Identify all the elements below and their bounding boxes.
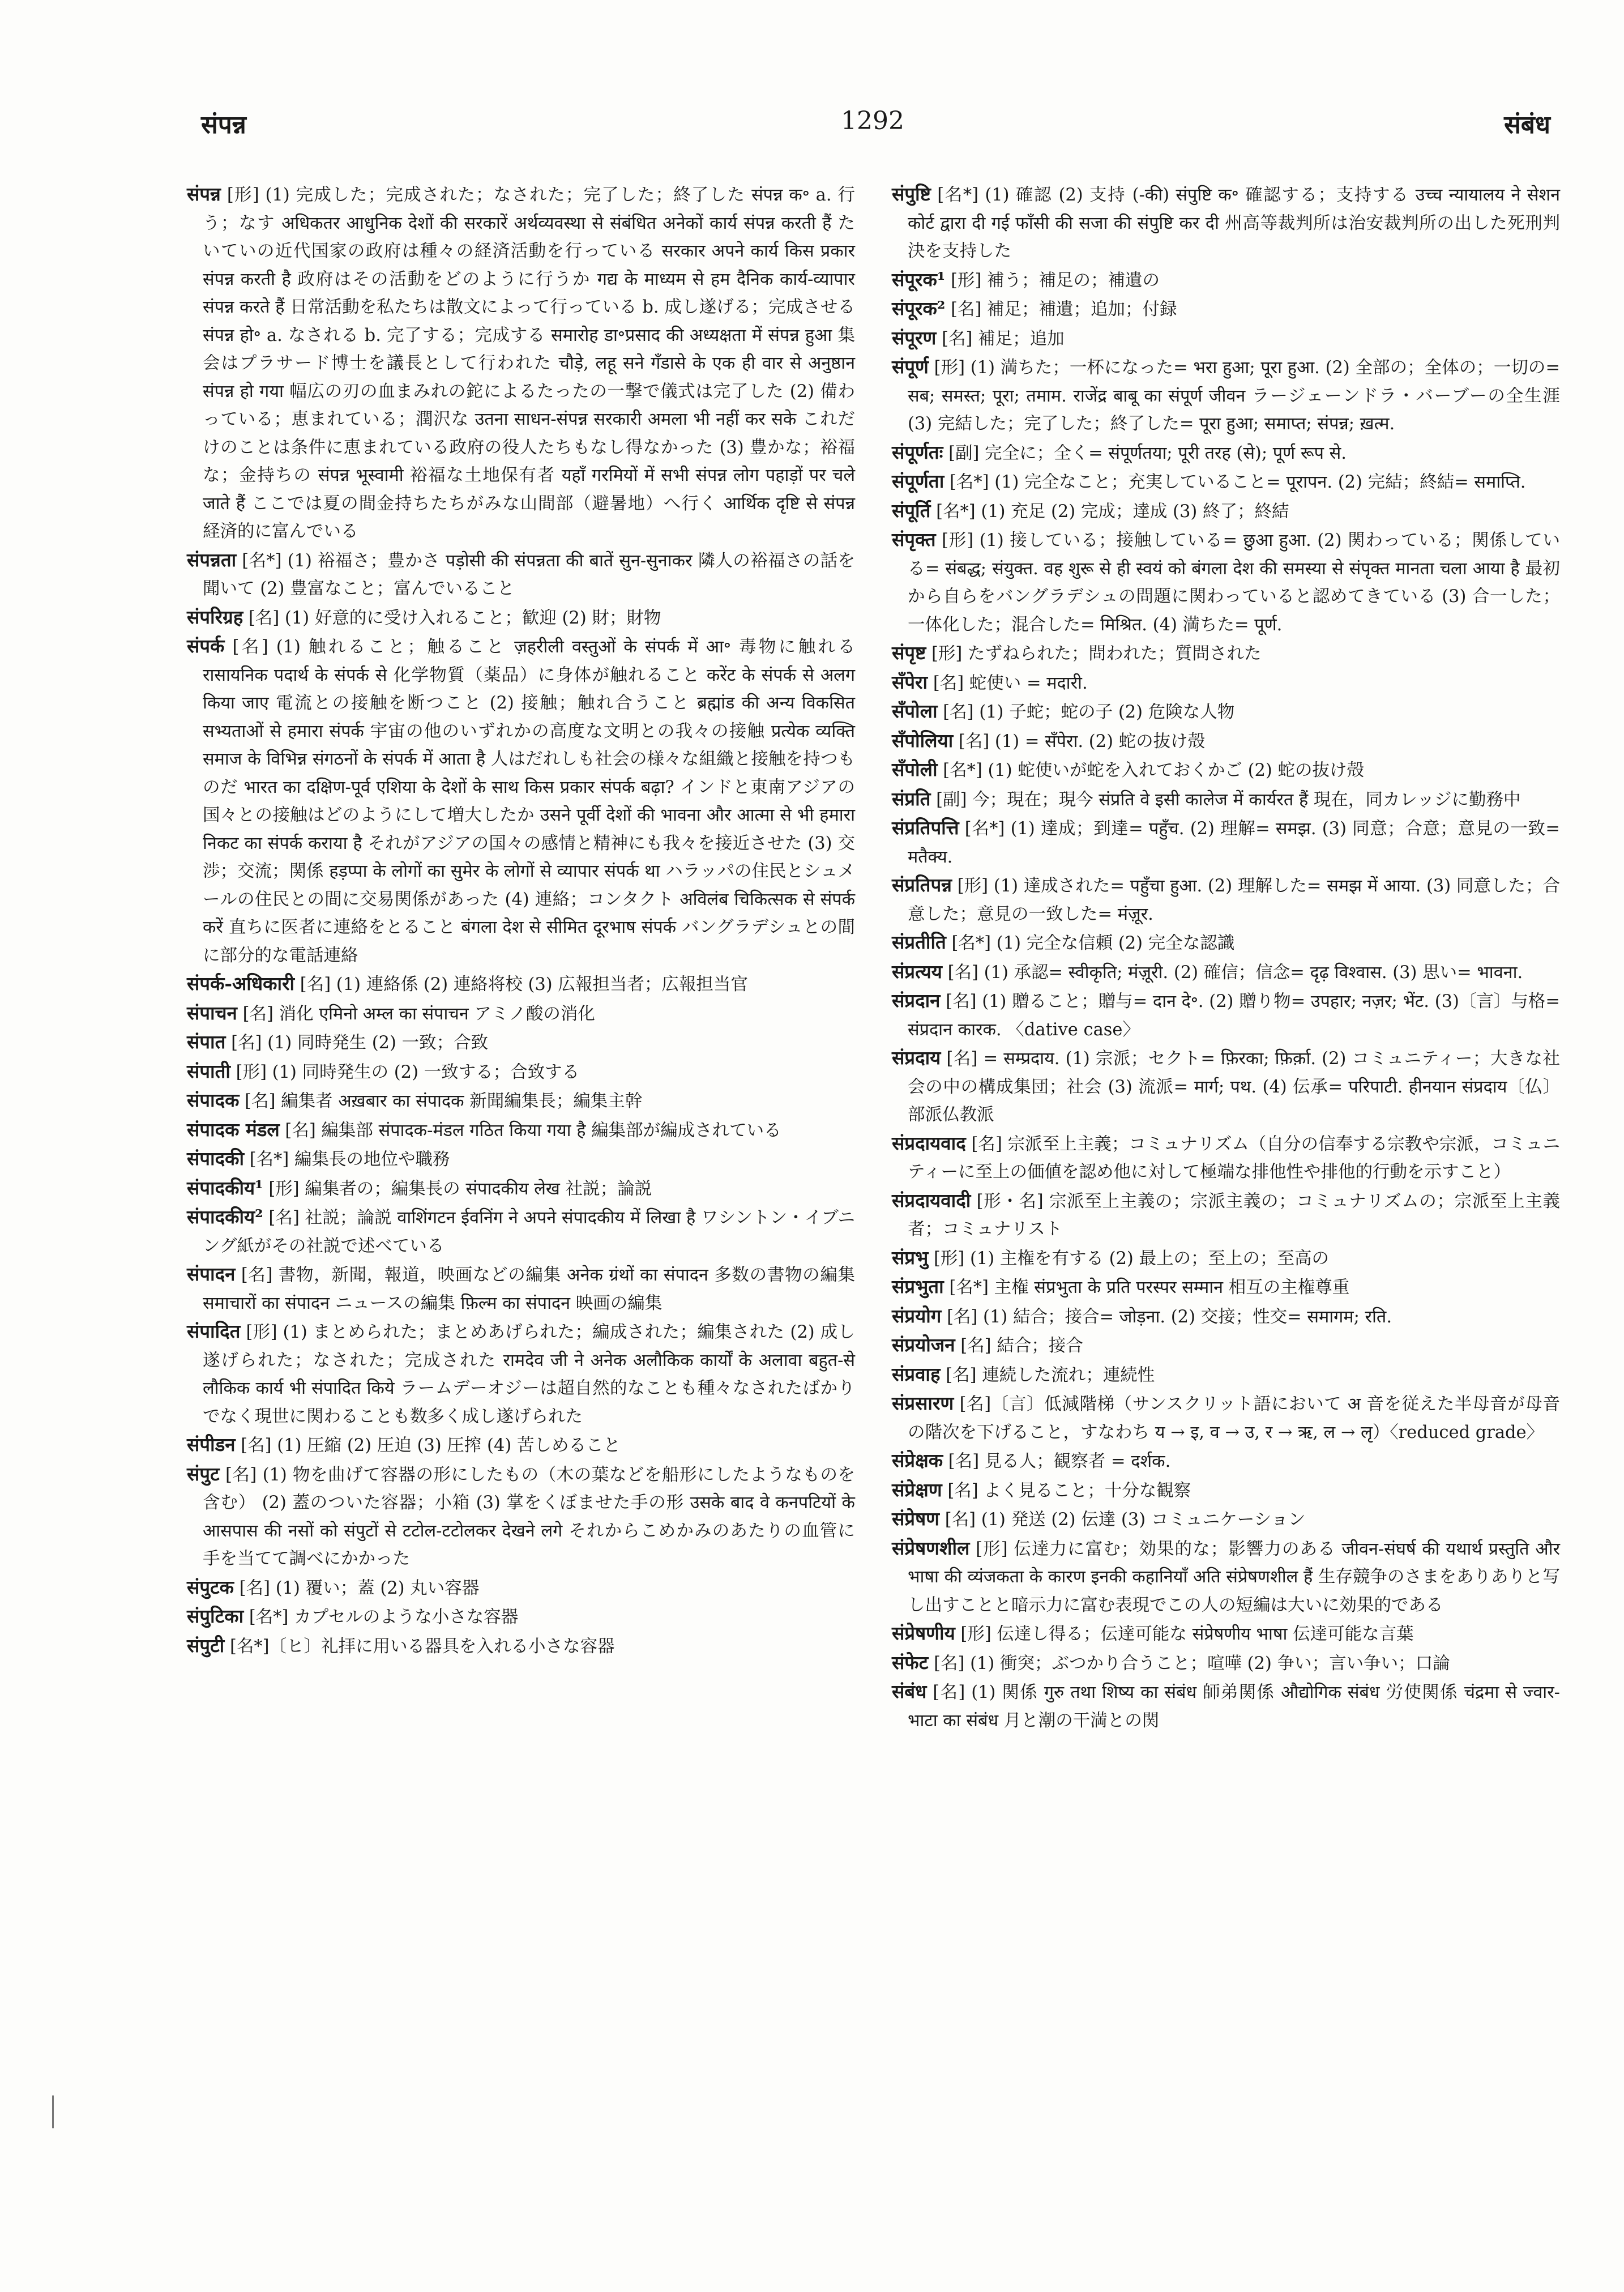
dictionary-entry <box>892 697 1560 727</box>
page-number: 1292 <box>841 106 904 135</box>
entry-headword: संपाती <box>187 1060 230 1082</box>
entry-headword: सँपोली <box>892 758 938 780</box>
dictionary-entry <box>892 1244 1560 1273</box>
dictionary-entry <box>892 1302 1560 1331</box>
dictionary-entry <box>892 1505 1560 1534</box>
entry-headword: संप्रतीति <box>892 931 946 953</box>
entry-definition: [形] (1) まとめられた；まとめあげられた；編成された；編集された (2) 成し遂げられた；なされた；完成された रामदेव जी ने अनेक अलौकिक कार्यों के अलावा बहुत-से लौकिक कार्य भी संपादित किये ラームデーオジーは超自然的なことも種々なされたばかりでなく現世に関わることも数多く成し遂げられた <box>203 1322 856 1427</box>
entry-headword: संपृष्ट <box>892 642 926 664</box>
dictionary-entry <box>892 814 1560 871</box>
entry-headword: संप्रसारण <box>892 1392 954 1414</box>
entry-headword: संपूर्ण <box>892 356 929 378</box>
entry-definition: [名] (1) 覆い；蓋 (2) 丸い容器 <box>239 1578 480 1598</box>
entry-headword: संप्रभु <box>892 1246 929 1269</box>
entry-headword: संपुटिका <box>187 1605 244 1627</box>
header-right-guide-word: संबंध <box>1504 110 1550 139</box>
page-header <box>0 106 1624 152</box>
dictionary-entry <box>187 1203 855 1260</box>
dictionary-entry <box>187 603 855 633</box>
entry-definition: [名*] (1) 確認 (2) 支持 (-की) संपुष्टि क॰ 確認する；支持する उच्च न्यायालय ने सेशन कोर्ट द्वारा दी गई फाँसी की सजा की संपुष्टि कर दी 州高等裁判所は治安裁判所の出した死刑判決を支持した <box>908 185 1560 261</box>
dictionary-entry <box>187 632 855 970</box>
dictionary-entry <box>892 497 1560 526</box>
entry-definition: [形] (1) 主権を有する (2) 最上の；至上の；至高の <box>934 1248 1329 1269</box>
entry-headword: संपूर्णतः <box>892 441 943 463</box>
dictionary-entry <box>187 546 855 603</box>
entry-definition: [名] 編集部 संपादक-मंडल गठित किया गया है 編集部が編成されている <box>285 1120 781 1141</box>
left-column <box>187 180 855 1661</box>
entry-headword: संप्रयोजन <box>892 1334 955 1356</box>
dictionary-entry <box>187 1317 855 1431</box>
entry-headword: संप्रेषण <box>892 1508 940 1530</box>
entry-definition: [名] (1) 物を曲げて容器の形にしたもの（木の葉などを船形にしたようなものを含む） (2) 蓋のついた容器；小箱 (3) 掌をくぼませた手の形 उसके बाद वे कनपटियों के आसपास की नसों को संपुटों से टटोल-टटोलकर देखने लगे それからこめかみのあたりの血管に手を当てて調べにかかった <box>203 1465 855 1569</box>
entry-headword: संपूर्ति <box>892 499 931 522</box>
entry-definition: [名] (1) 連絡係 (2) 連絡将校 (3) 広報担当者；広報担当官 <box>300 975 748 995</box>
entry-definition: [名] (1) 発送 (2) 伝達 (3) コミュニケーション <box>945 1510 1306 1530</box>
entry-headword: संप्रतिपत्ति <box>892 817 959 839</box>
entry-definition: [名*]〔ヒ〕礼拝に用いる器具を入れる小さな容器 <box>229 1636 615 1657</box>
dictionary-entry <box>187 180 855 546</box>
entry-headword: सँपोलिया <box>892 729 954 752</box>
entry-definition: [名] (1) 圧縮 (2) 圧迫 (3) 圧搾 (4) 苦しめること <box>241 1436 621 1456</box>
entry-definition: [名*] (1) 達成；到達= पहुँच. (2) 理解= समझ. (3) 同意；合意；意見の一致= मतैक्य. <box>908 819 1560 867</box>
dictionary-entry <box>892 438 1560 468</box>
entry-definition: [名] (1) 同時発生 (2) 一致；合致 <box>231 1033 489 1053</box>
entry-definition: [名*] (1) 完全な信頼 (2) 完全な認識 <box>951 933 1235 953</box>
entry-definition: [名] 消化 एमिनो अम्ल का संपाचन アミノ酸の消化 <box>242 1004 595 1024</box>
entry-headword: संपादन <box>187 1263 236 1285</box>
entry-definition: [副] 完全に；全く= संपूर्णतया; पूरी तरह (से); पूर्ण रूप से. <box>948 443 1347 463</box>
dictionary-entry <box>187 970 855 999</box>
entry-definition: [名*] (1) 裕福さ；豊かさ पड़ोसी की संपन्नता की बातें सुन-सुनाकर 隣人の裕福さの話を聞いて (2) 豊富なこと；富んでいること <box>203 550 855 599</box>
entry-headword: संपर्क-अधिकारी <box>187 972 295 995</box>
entry-headword: संप्रेषणशील <box>892 1536 970 1559</box>
dictionary-entry <box>187 1116 855 1145</box>
entry-definition: [名] (1) 結合；接合= जोड़ना. (2) 交接；性交= समागम; रति. <box>947 1307 1392 1327</box>
entry-headword: संपादकी <box>187 1147 245 1170</box>
dictionary-entry <box>892 1619 1560 1649</box>
dictionary-entry <box>892 1129 1560 1186</box>
dictionary-entry <box>892 526 1560 639</box>
entry-headword: संपुष्टि <box>892 183 931 205</box>
dictionary-entry <box>892 353 1560 438</box>
dictionary-entry <box>187 1145 855 1174</box>
entry-headword: संपाचन <box>187 1001 237 1024</box>
entry-definition: [名] 社説；論説 वाशिंगटन ईवनिंग ने अपने संपादकीय में लिखा है ワシントン・イブニング紙がその社説で述べている <box>203 1208 855 1256</box>
entry-headword: संपृक्त <box>892 528 936 550</box>
dictionary-entry <box>892 1446 1560 1476</box>
entry-definition: [形] たずねられた；問われた；質問された <box>931 644 1262 664</box>
entry-definition: [名*] 編集長の地位や職務 <box>249 1150 450 1170</box>
dictionary-entry <box>187 1632 855 1661</box>
dictionary-entry <box>892 1044 1560 1129</box>
entry-definition: [名] (1) 好意的に受け入れること；歓迎 (2) 財；財物 <box>248 608 661 628</box>
dictionary-entry <box>892 727 1560 756</box>
entry-definition: [形] (1) 同時発生の (2) 一致する；合致する <box>236 1062 580 1082</box>
entry-definition: [形] 伝達し得る；伝達可能な संप्रेषणीय भाषा 伝達可能な言葉 <box>960 1624 1414 1644</box>
dictionary-entry <box>892 1649 1560 1678</box>
entry-definition: [名] 書物，新聞，報道，映画などの編集 अनेक ग्रंथों का संपादन 多数の書物の編集 समाचारों का संपादन ニュースの編集 फ़िल्म का संपादन 映画の編集 <box>203 1265 856 1313</box>
dictionary-entry <box>892 639 1560 668</box>
dictionary-entry <box>892 871 1560 928</box>
entry-definition: [名] = सम्प्रदाय. (1) 宗派；セクト= फ़िरका; फ़िर्क़ा. (2) コミュニティー；大きな社会の中の構成集団；社会 (3) 流派= मार्ग; पथ. (4) 伝承= परिपाटी. हीनयान संप्रदाय〔仏〕部派仏教派 <box>908 1049 1560 1125</box>
entry-headword: संप्रदाय <box>892 1047 941 1069</box>
entry-headword: संपादित <box>187 1320 241 1342</box>
entry-definition: [名] 補足；追加 <box>942 328 1065 349</box>
dictionary-entry <box>892 1534 1560 1620</box>
dictionary-entry <box>187 1460 855 1573</box>
entry-headword: संपादकीय¹ <box>187 1176 263 1199</box>
entry-headword: संपादक मंडल <box>187 1118 280 1141</box>
entry-definition: [名] (1) 贈ること；贈与= दान दे॰. (2) 贈り物= उपहार; नज़र; भेंट. (3)〔言〕与格= संप्रदान कारक. 〈dative case〉 <box>908 992 1560 1040</box>
entry-definition: [形] (1) 完成した；完成された；なされた；完了した；終了した संपन्न क॰ a. 行う；なす अधिकतर आधुनिक देशों की सरकारें अर्थव्यवस्था से संबंधित अनेकों कार्य संपन्न करती हैं たいていの近代国家の政府は種々の経済活動を行っている सरकार अपने कार्य किस प्रकार संपन्न करती है 政府はその活動をどのように行うか गद्य के माध्यम से हम दैनिक कार्य-व्यापार संपन्न करते हैं 日常活動を私たちは散文によって行っている b. 成し遂げる；完成させる संपन्न हो॰ a. なされる b. 完了する；完成する समारोह डा॰प्रसाद की अध्यक्षता में संपन्न हुआ 集会はプラサード博士を議長として行われた चौड़े, लहू सने गँडासे के एक ही वार से अनुष्ठान संपन्न हो गया 幅広の刃の血まみれの鉈によるたったの一撃で儀式は完了した (2) 備わっている；恵まれている；潤沢な उतना साधन-संपन्न सरकारी अमला भी नहीं कर सके これだけのことは条件に恵まれている政府の役人たちもなし得なかった (3) 豊かな；裕福な；金持ちの संपन्न भूस्वामी 裕福な土地保有者 यहाँ गरमियों में सभी संपन्न लोग पहाड़ों पर चले जाते हैं ここでは夏の間金持ちたちがみな山間部（避暑地）へ行く आर्थिक दृष्टि से संपन्न 経済的に富んでいる <box>203 185 855 541</box>
dictionary-entry <box>892 785 1560 814</box>
right-column <box>892 180 1560 1735</box>
entry-definition: [形] (1) 達成された= पहुँचा हुआ. (2) 理解した= समझ में आया. (3) 同意した；合意した；意見の一致した= मंज़ूर. <box>908 876 1561 924</box>
entry-definition: [形] (1) 満ちた；一杯になった= भरा हुआ; पूरा हुआ. (2) 全部の；全体の；一切の= सब; समस्त; पूरा; तमाम. राजेंद्र बाबू का संपूर्ण जीवन ラージェーンドラ・バーブーの全生涯 (3) 完結した；完了した；終了した= पूरा हुआ; समाप्त; संपन्न; ख़त्म. <box>908 358 1561 434</box>
entry-definition: [名] (1) 関係 गुरु तथा शिष्य का संबंध 師弟関係 औद्योगिक संबंध 労使関係 चंद्रमा से ज्वार-भाटा का संबंध 月と潮の干満との関 <box>908 1683 1560 1731</box>
entry-definition: [名] よく見ること；十分な観察 <box>947 1480 1191 1501</box>
dictionary-entry <box>892 1476 1560 1505</box>
dictionary-entry <box>187 999 855 1028</box>
dictionary-entry <box>187 1573 855 1603</box>
entry-definition: [名] 補足；補遺；追加；付録 <box>951 300 1177 319</box>
dictionary-entry <box>892 294 1560 324</box>
entry-headword: संप्रति <box>892 787 931 810</box>
entry-headword: संपुटक <box>187 1576 234 1598</box>
entry-headword: संपर्क <box>187 635 225 657</box>
entry-definition: [名*] 主権 संप्रभुता के प्रति परस्पर सम्मान 相互の主権尊重 <box>949 1278 1350 1297</box>
dictionary-entry <box>187 1057 855 1087</box>
entry-definition: [名*] カプセルのような小さな容器 <box>249 1607 519 1627</box>
entry-definition: [名]〔言〕低減階梯（サンスクリット語において अ 音を従えた半母音が母音の階次を下げること，すなわち य → इ, व → उ, र → ऋ, ल → लृ）〈reduced grade〉 <box>908 1394 1560 1442</box>
dictionary-entry <box>892 180 1560 266</box>
entry-headword: संप्रेक्षण <box>892 1478 942 1501</box>
entry-definition: [形] (1) 接している；接触している= छुआ हुआ. (2) 関わっている；関係している= संबद्ध; संयुक्त. वह शुरू से ही स्वयं को बंगला देश की समस्या से संपृक्त मानता चला आया है 最初から自らをバングラデシュの問題に関わっていると認めてきている (3) 合一した；一体化した；混合した= मिश्रित. (4) 満ちた= पूर्ण. <box>908 531 1560 635</box>
entry-definition: [副] 今；現在；現今 संप्रति वे इसी कालेज में कार्यरत हैं 現在，同カレッジに勤務中 <box>936 789 1521 810</box>
entry-headword: संपादक <box>187 1089 240 1111</box>
entry-definition: [名*] (1) 充足 (2) 完成；達成 (3) 終了；終結 <box>936 501 1289 522</box>
dictionary-entry <box>892 1389 1560 1446</box>
entry-definition: [形] 編集者の；編集長の संपादकीय लेख 社説；論説 <box>268 1179 652 1199</box>
dictionary-entry <box>892 668 1560 698</box>
dictionary-entry <box>187 1086 855 1116</box>
dictionary-entry <box>892 958 1560 987</box>
entry-headword: संप्रदान <box>892 989 941 1011</box>
entry-headword: संबंध <box>892 1680 927 1702</box>
entry-definition: [名] (1) 承認= स्वीकृति; मंज़ूरी. (2) 確信；信念= दृढ़ विश्वास. (3) 思い= भावना. <box>947 962 1523 983</box>
entry-definition: [形] 補う；補足の；補遺の <box>951 270 1160 291</box>
dictionary-entry <box>892 324 1560 353</box>
dictionary-entry <box>187 1431 855 1460</box>
entry-definition: [名] 宗派至上主義；コミュナリズム（自分の信奉する宗教や宗派，コミュニティーに至上の価値を認め他に対して極端な排他性や排他的行動を示すこと） <box>908 1134 1560 1182</box>
dictionary-entry <box>892 987 1560 1044</box>
entry-definition: [名] (1) = सँपेरा. (2) 蛇の抜け殻 <box>958 731 1206 752</box>
entry-headword: संपुटी <box>187 1634 225 1657</box>
dictionary-entry <box>892 1360 1560 1390</box>
entry-headword: संप्रवाह <box>892 1363 941 1385</box>
entry-headword: संफेट <box>892 1651 929 1674</box>
entry-definition: [名] (1) 触れること；触ること ज़हरीली वस्तुओं के संपर्क में आ॰ 毒物に触れる रासायनिक पदार्थ के संपर्क से 化学物質（薬品）に身体が触れること करेंट के संपर्क से अलग किया जाए 電流との接触を断つこと (2) 接触；触れ合うこと ब्रह्मांड की अन्य विकसित सभ्यताओं से हमारा संपर्क 宇宙の他のいずれかの高度な文明との我々の接触 प्रत्येक व्यक्ति समाज के विभिन्न संगठनों के संपर्क में आता है 人はだれしも社会の様々な組織と接触を持つものだ भारत का दक्षिण-पूर्व एशिया के देशों के साथ किस प्रकार संपर्क बढ़ा? インドと東南アジアの国々との接触はどのようにして増大したか उसने पूर्वी देशों की भावना और आत्मा से भी हमारा निकट का संपर्क कराया है それがアジアの国々の感情と精神にも我々を接近させた (3) 交渉；交流；関係 हड़प्पा के लोगों का सुमेर के लोगों से व्यापार संपर्क था ハラッパの住民とシュメールの住民との間に交易関係があった (4) 連絡；コンタクト अविलंब चिकित्सक से संपर्क करें 直ちに医者に連絡をとること बंगला देश से सीमित दूरभाष संपर्क バングラデシュとの間に部分的な電話連絡 <box>203 637 856 966</box>
entry-definition: [名] 編集者 अख़बार का संपादक 新聞編集長；編集主幹 <box>245 1091 643 1111</box>
entry-headword: संपीडन <box>187 1433 236 1456</box>
entry-headword: संपुट <box>187 1462 220 1485</box>
entry-headword: संपरिग्रह <box>187 605 243 628</box>
entry-definition: [名] 見る人；観察者 = दर्शक. <box>948 1452 1171 1471</box>
entry-definition: [名] 結合；接合 <box>960 1336 1083 1356</box>
dictionary-entry <box>187 1260 855 1317</box>
dictionary-entry <box>892 467 1560 497</box>
entry-headword: संपात <box>187 1031 226 1053</box>
entry-headword: संपूरक¹ <box>892 268 946 291</box>
dictionary-entry <box>187 1602 855 1632</box>
entry-headword: संप्रेषणीय <box>892 1622 955 1644</box>
entry-headword: संप्रदायवाद <box>892 1132 966 1154</box>
entry-headword: संपूरण <box>892 326 937 349</box>
entry-headword: संप्रेक्षक <box>892 1449 943 1471</box>
entry-definition: [名] 蛇使い = मदारी. <box>933 673 1088 693</box>
header-left-guide-word: संपन्न <box>201 110 246 139</box>
dictionary-entry <box>892 1331 1560 1360</box>
entry-headword: संप्रतिपन्न <box>892 874 952 896</box>
dictionary-entry <box>892 266 1560 295</box>
dictionary-entry <box>892 928 1560 958</box>
entry-definition: [形・名] 宗派至上主義の；宗派主義の；コミュナリズムの；宗派至上主義者；コミュナリスト <box>908 1191 1560 1239</box>
dictionary-entry <box>892 756 1560 785</box>
dictionary-entry <box>187 1028 855 1057</box>
entry-definition: [名] (1) 衝突；ぶつかり合うこと；喧嘩 (2) 争い；言い争い；口論 <box>934 1653 1450 1674</box>
entry-headword: सँपेरा <box>892 671 928 693</box>
entry-definition: [形] 伝達力に富む；効果的な；影響力のある जीवन-संघर्ष की यथार्थ प्रस्तुति और भाषा की व्यंजकता के कारण इनकी कहानियाँ अति संप्रेषणशील हैं 生存競争のさまをありありと写し出すことと暗示力に富む表現でこの人の短編は大いに効果的である <box>908 1539 1561 1615</box>
entry-headword: संप्रदायवादी <box>892 1189 971 1211</box>
margin-mark <box>52 2095 54 2128</box>
entry-definition: [名*] (1) 蛇使いが蛇を入れておくかご (2) 蛇の抜け殻 <box>943 761 1364 780</box>
entry-headword: संपादकीय² <box>187 1206 263 1228</box>
entry-definition: [名] 連続した流れ；連続性 <box>946 1365 1155 1385</box>
entry-headword: संप्रत्यय <box>892 960 942 983</box>
dictionary-entry <box>892 1273 1560 1302</box>
dictionary-entry <box>187 1174 855 1203</box>
entry-headword: संप्रयोग <box>892 1304 942 1327</box>
entry-definition: [名] (1) 子蛇；蛇の子 (2) 危険な人物 <box>943 702 1235 722</box>
entry-headword: संपन्न <box>187 183 221 205</box>
entry-headword: सँपोला <box>892 700 938 722</box>
entry-headword: संपूर्णता <box>892 470 945 492</box>
entry-headword: संपन्नता <box>187 548 237 571</box>
entry-definition: [名*] (1) 完全なこと；充実していること= पूरापन. (2) 完結；終結= समाप्ति. <box>949 472 1526 492</box>
dictionary-entry <box>892 1186 1560 1244</box>
dictionary-entry <box>892 1678 1560 1735</box>
entry-headword: संपूरक² <box>892 297 946 319</box>
entry-headword: संप्रभुता <box>892 1275 944 1297</box>
